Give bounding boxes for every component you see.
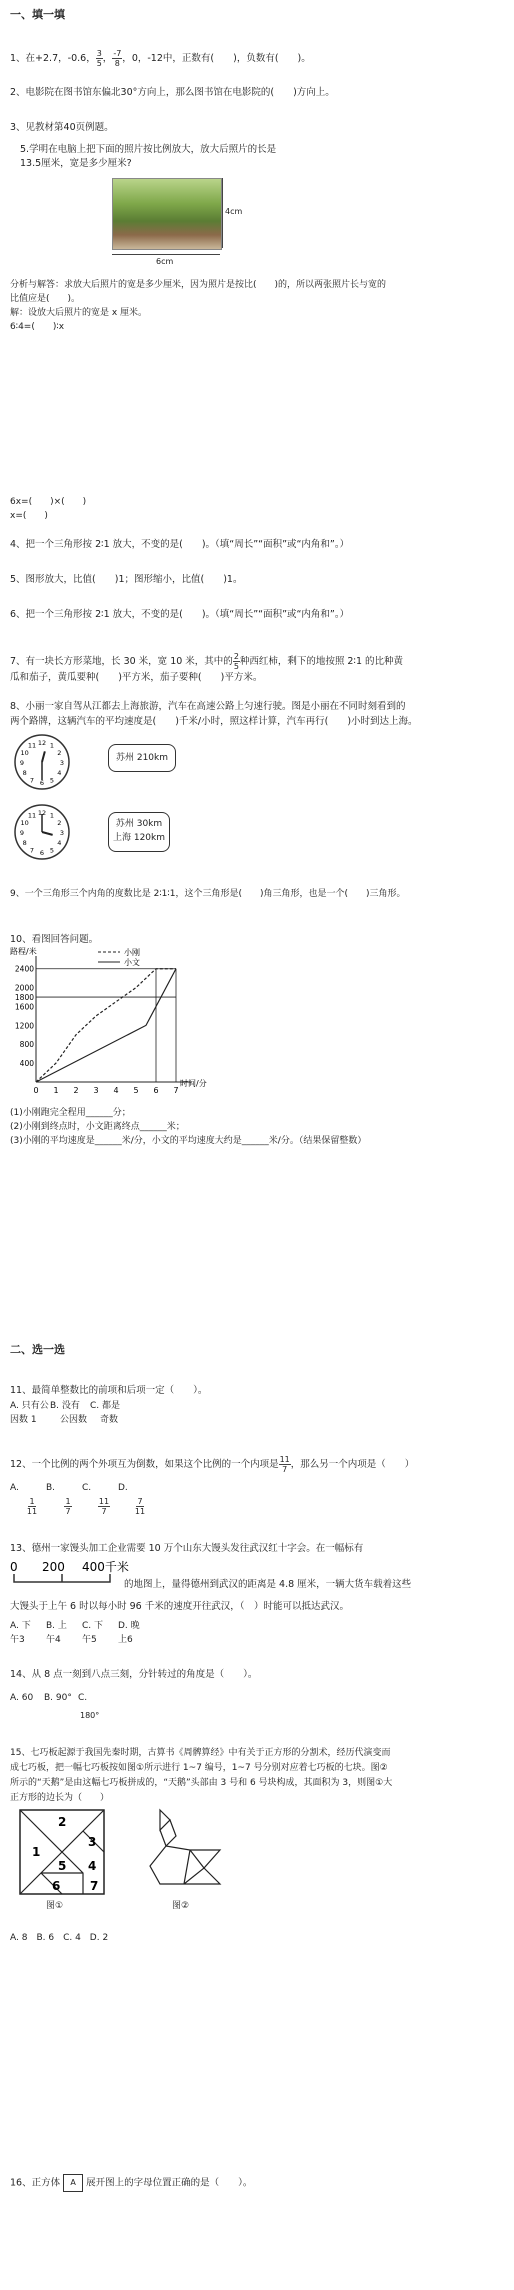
q1-num1: +2.7 <box>35 53 59 64</box>
y-tick-label: 2000 <box>14 983 34 993</box>
option-c[interactable]: C. 下 <box>82 1621 104 1631</box>
option-a[interactable]: A. 60 <box>10 1693 34 1703</box>
x-tick-label: 5 <box>133 1086 139 1095</box>
question-7 <box>10 652 403 671</box>
legend-label: 小文 <box>124 958 140 967</box>
sign-city: 上海 <box>112 833 131 843</box>
q1-fraction-2 <box>112 49 122 68</box>
sign-distance: 210km <box>136 753 169 763</box>
q13-options-line2 <box>10 1634 133 1646</box>
q16-suffix: 展开图上的字母位置正确的是（ ）。 <box>86 2177 253 2189</box>
q1-fraction-1 <box>96 49 103 68</box>
tangram-swan-figure <box>140 1806 230 1900</box>
clock-number: 7 <box>29 776 35 785</box>
fraction-denominator: 7 <box>65 1507 71 1516</box>
x-tick-label: 4 <box>113 1086 119 1095</box>
option-b[interactable]: B. 没有 <box>50 1401 80 1411</box>
q1-prefix: 1、在 <box>10 53 36 64</box>
clock-number: 5 <box>49 776 55 785</box>
figure-1-caption: 图① <box>46 1901 64 1911</box>
option-a[interactable]: A. 下 <box>10 1621 31 1631</box>
question-15-line1: 15、七巧板起源于我国先秦时期，古算书《周髀算经》中有关于正方形的分割术，经历代演变而 <box>10 1748 391 1758</box>
x-tick-label: 3 <box>93 1086 99 1095</box>
clock-number: 12 <box>37 809 47 817</box>
fraction-numerator: 1 <box>29 1497 35 1506</box>
y-tick-label: 1800 <box>14 993 34 1003</box>
x-tick-label: 0 <box>33 1086 39 1095</box>
tangram-square-figure <box>18 1808 108 1898</box>
q16-prefix: 16、正方体 <box>10 2177 61 2189</box>
piece-label: 6 <box>52 1879 61 1893</box>
fraction-numerator: 1 <box>65 1497 71 1506</box>
legend-label: 小刚 <box>124 948 140 957</box>
q3-analysis-2: 比值应是( )。 <box>10 294 81 304</box>
series-line-xiaogang <box>36 969 176 1082</box>
question-9: 9、一个三角形三个内角的度数比是 2∶1∶1，这个三角形是( )角三角形，也是一个( )三角形。 <box>10 889 406 899</box>
y-tick-label: 1200 <box>14 1021 34 1031</box>
clock-number: 4 <box>57 769 62 777</box>
scale-bar-line <box>14 1574 110 1582</box>
q3-problem-line1: 5.学明在电脑上把下面的照片按比例放大，放大后照片的长是 <box>20 144 277 155</box>
q12-fraction <box>279 1455 291 1474</box>
piece-label: 3 <box>88 1835 97 1849</box>
x-tick-label: 7 <box>173 1086 179 1095</box>
question-15-line4: 正方形的边长为（ ） <box>10 1793 110 1803</box>
question-10: 10、看图回答问题。 <box>10 934 99 945</box>
x-tick-label: 1 <box>53 1086 59 1095</box>
clock-number: 9 <box>19 829 25 837</box>
q11-options-line2 <box>10 1414 160 1426</box>
scale-label: 400千米 <box>82 1560 129 1574</box>
fraction-denominator: 8 <box>114 59 120 68</box>
option-c-cont: 奇数 <box>100 1415 119 1425</box>
photo-height-dimension <box>222 178 223 248</box>
road-sign-2 <box>108 812 170 852</box>
q11-options <box>10 1400 160 1412</box>
clock-number: 12 <box>37 739 47 747</box>
question-1 <box>10 49 311 68</box>
figure-2-caption: 图② <box>172 1901 190 1911</box>
option-c-cont: 午5 <box>82 1635 97 1645</box>
sign-distance: 30km <box>136 819 163 829</box>
q10-sub-1: (1)小刚跑完全程用______分； <box>10 1108 131 1118</box>
option-c[interactable]: C. <box>82 1483 92 1493</box>
section-title-choose: 二、选一选 <box>10 1343 65 1356</box>
question-12 <box>10 1455 414 1474</box>
clock-number: 2 <box>57 749 62 757</box>
fraction-denominator: 7 <box>282 1465 288 1474</box>
piece-label: 7 <box>90 1879 99 1893</box>
scale-label: 200 <box>42 1560 65 1574</box>
option-a-cont: 因数 1 <box>10 1415 37 1425</box>
question-13-line2: 的地图上，量得德州到武汉的距离是 4.8 厘米，一辆大货车载着这些 <box>124 1579 412 1590</box>
question-15-line3: 所示的“天鹅”是由这幅七巧板拼成的，“天鹅”头部由 3 号和 6 号块构成，其面积为 3，则图①大 <box>10 1778 393 1788</box>
clock-number: 10 <box>20 749 29 757</box>
fraction-numerator: 2 <box>233 652 239 661</box>
clock-2 <box>12 802 72 862</box>
section-title-fill: 一、填一填 <box>10 8 65 21</box>
fraction-numerator: 3 <box>96 49 102 58</box>
q3-analysis-1: 分析与解答：求放大后照片的宽是多少厘米，因为照片是按比( )的，所以两张照片长与宽的 <box>10 280 387 290</box>
option-b-cont: 公因数 <box>60 1415 88 1425</box>
fraction-numerator: 11 <box>98 1497 110 1506</box>
clock-number: 5 <box>49 846 55 855</box>
clock-number: 1 <box>49 741 55 750</box>
q12-prefix: 12、一个比例的两个外项互为倒数，如果这个比例的一个内项是 <box>10 1459 279 1470</box>
q10-sub-2: (2)小刚到终点时，小文距离终点______米； <box>10 1122 185 1132</box>
clock-number: 3 <box>59 829 65 837</box>
fraction-denominator: 5 <box>96 59 102 68</box>
piece-label: 4 <box>88 1859 97 1873</box>
fraction-numerator: 11 <box>279 1455 290 1464</box>
question-2: 2、电影院在图书馆东偏北30°方向上，那么图书馆在电影院的( )方向上。 <box>10 87 335 98</box>
road-sign-1 <box>108 744 176 772</box>
x-axis-label: 时间/分 <box>180 1079 207 1088</box>
q3-equation-3: x=( ) <box>10 511 48 521</box>
fraction-numerator: -7 <box>113 49 122 58</box>
photo-height-label: 4cm <box>225 207 243 216</box>
question-8-line2: 两个路牌，这辆汽车的平均速度是( )千米/小时，照这样计算，汽车再行( )小时到达上海。 <box>10 716 418 727</box>
q1-suffix: 中，正数有( )，负数有( )。 <box>162 53 311 64</box>
cube-icon: A <box>63 2174 83 2192</box>
sign-distance: 120km <box>133 833 166 843</box>
q1-sep: ， <box>137 53 148 64</box>
question-15-line2: 成七巧板，把一幅七巧板按如图①所示进行 1~7 编号，1~7 号分别对应着七巧板的七块。图② <box>10 1763 388 1773</box>
clock-number: 11 <box>27 741 37 750</box>
q13-options <box>10 1620 140 1632</box>
option-d-cont: 上6 <box>118 1635 133 1645</box>
question-13-line3: 大馒头于上午 6 时以每小时 96 千米的速度开往武汉，（ ）时能可以抵达武汉。 <box>10 1601 349 1612</box>
y-tick-label: 400 <box>19 1059 34 1069</box>
fraction-denominator: 5 <box>233 662 239 671</box>
fraction-denominator: 11 <box>134 1507 146 1516</box>
distance-time-chart <box>8 944 218 1104</box>
clock-number: 11 <box>27 811 37 820</box>
option-b[interactable]: B. 上 <box>46 1621 67 1631</box>
option-d-fraction <box>122 1497 158 1516</box>
q10-sub-3: (3)小刚的平均速度是______米/分，小文的平均速度大约是______米/分。（结果保留整数） <box>10 1136 367 1146</box>
piece-label: 5 <box>58 1859 67 1873</box>
option-b-fraction <box>50 1497 86 1516</box>
sign-city: 苏州 <box>115 753 134 763</box>
question-8-line1: 8、小丽一家自驾从江都去上海旅游，汽车在高速公路上匀速行驶。图是小丽在不同时刻看到的 <box>10 701 406 712</box>
clock-number: 6 <box>39 779 45 787</box>
option-a-fraction <box>14 1497 50 1516</box>
clock-number: 10 <box>20 819 29 827</box>
series-line-xiaowen <box>36 969 176 1082</box>
q1-num4: -12 <box>147 53 163 64</box>
fraction-denominator: 7 <box>101 1507 107 1516</box>
question-14: 14、从 8 点一刻到八点三刻，分针转过的角度是（ ）。 <box>10 1669 258 1680</box>
option-d[interactable]: D. <box>118 1483 128 1493</box>
q1-num2: -0.6 <box>67 53 87 64</box>
option-b[interactable]: B. 90° <box>44 1693 72 1703</box>
q1-sep: ， <box>122 53 132 64</box>
clock-number: 4 <box>57 839 62 847</box>
x-tick-label: 2 <box>73 1086 79 1095</box>
question-16 <box>10 2174 252 2192</box>
fraction-denominator: 11 <box>26 1507 38 1516</box>
clock-number: 1 <box>49 811 55 820</box>
y-tick-label: 2400 <box>14 964 34 974</box>
q7-suffix: 种西红柿，剩下的地按照 2∶1 的比种黄 <box>239 656 404 667</box>
q3-problem-line2: 13.5厘米，宽是多少厘米? <box>20 158 132 169</box>
question-3: 3、见教材第40页例题。 <box>10 122 114 133</box>
garden-photo <box>112 178 222 250</box>
q3-equation-1: 6∶4=( )∶x <box>10 322 65 332</box>
clock-number: 9 <box>19 759 25 767</box>
y-tick-label: 1600 <box>14 1002 34 1012</box>
clock-number: 2 <box>57 819 62 827</box>
question-4: 4、把一个三角形按 2∶1 放大，不变的是( )。（填“周长”“面积”或“内角和”。） <box>10 539 350 550</box>
q1-sep: ， <box>86 53 96 64</box>
photo-width-dimension <box>112 254 220 255</box>
clock-number: 8 <box>22 839 27 847</box>
q3-analysis-3: 解：设放大后照片的宽是 x 厘米。 <box>10 308 148 318</box>
q7-fraction <box>233 652 240 671</box>
y-axis-label: 路程/米 <box>10 947 37 956</box>
map-scale-bar <box>10 1560 140 1590</box>
question-6: 6、把一个三角形按 2∶1 放大，不变的是( )。（填“周长”“面积”或“内角和”。） <box>10 609 350 620</box>
clock-number: 8 <box>22 769 27 777</box>
option-d[interactable]: D. 晚 <box>118 1621 140 1631</box>
option-c-fraction <box>86 1497 122 1516</box>
q1-sep: ， <box>58 53 68 64</box>
clock-1 <box>12 732 72 792</box>
piece-label: 2 <box>58 1815 67 1829</box>
q15-options[interactable]: A. 8 B. 6 C. 4 D. 2 <box>10 1933 109 1943</box>
q14-options <box>10 1692 87 1704</box>
fraction-numerator: 7 <box>137 1497 143 1506</box>
q7-prefix: 7、有一块长方形菜地，长 30 米，宽 10 米，其中的 <box>10 656 233 667</box>
question-5: 5、图形放大，比值( )1；图形缩小，比值( )1。 <box>10 574 243 585</box>
x-tick-label: 6 <box>153 1086 159 1095</box>
question-7-line2: 瓜和茄子，黄瓜要种( )平方米，茄子要种( )平方米。 <box>10 672 263 683</box>
sign-city: 苏州 <box>115 819 134 829</box>
photo-width-label: 6cm <box>156 257 174 266</box>
option-a-cont: 午3 <box>10 1635 25 1645</box>
option-c-value: 180° <box>80 1711 100 1720</box>
q12-suffix: ，那么另一个内项是（ ） <box>290 1459 415 1470</box>
piece-label: 1 <box>32 1845 41 1859</box>
q1-sep: ， <box>102 53 113 64</box>
question-11: 11、最简单整数比的前项和后项一定（ ）。 <box>10 1385 208 1396</box>
option-b[interactable]: B. <box>46 1483 56 1493</box>
question-13-line1: 13、德州一家馒头加工企业需要 10 万个山东大馒头发往武汉红十字会。在一幅标有 <box>10 1543 364 1554</box>
option-b-cont: 午4 <box>46 1635 61 1645</box>
option-a[interactable]: A. 只有公 <box>10 1401 49 1411</box>
y-tick-label: 800 <box>19 1040 34 1050</box>
q3-equation-2: 6x=( )×( ) <box>10 497 87 507</box>
q12-option-fractions <box>14 1497 158 1516</box>
scale-label: 0 <box>10 1560 18 1574</box>
option-c[interactable]: C. 都是 <box>90 1401 121 1411</box>
option-a[interactable]: A. <box>10 1483 19 1493</box>
clock-number: 6 <box>39 849 45 857</box>
clock-number: 3 <box>59 759 65 767</box>
q12-option-labels <box>10 1482 128 1494</box>
q1-num3: 0 <box>131 53 138 64</box>
option-c[interactable]: C. <box>78 1693 88 1703</box>
clock-number: 7 <box>29 846 35 855</box>
